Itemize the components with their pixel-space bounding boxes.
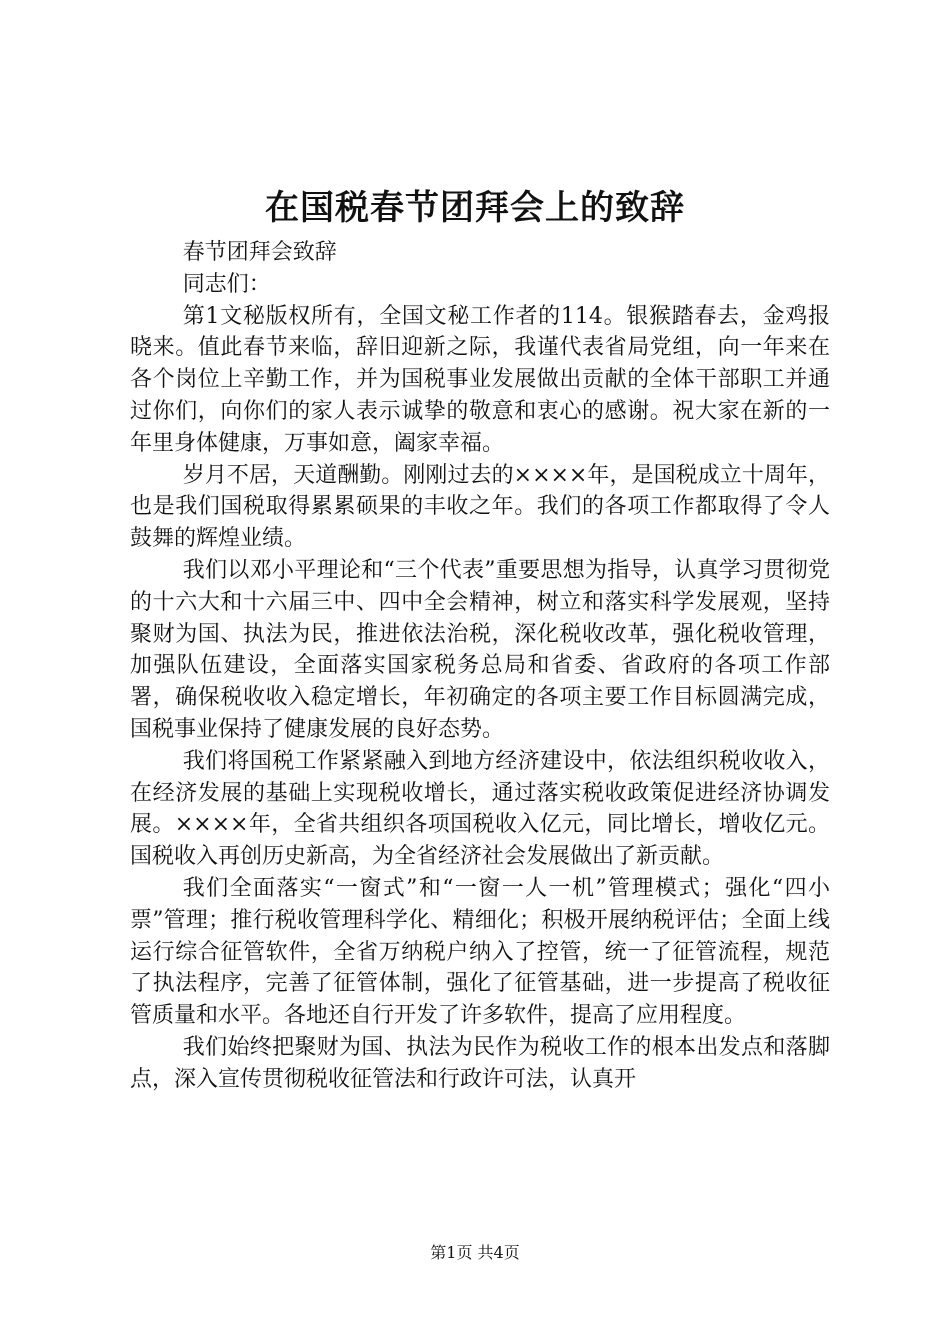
paragraph: 我们将国税工作紧紧融入到地方经济建设中，依法组织税收收入，在经济发展的基础上实现税收增长，通过落实税收政策促进经济协调发展。××××年，全省共组织各项国税收入亿元，同比增长，增收亿元。国税收入再创历史新高，为全省经济社会发展做出了新贡献。 [130,748,830,870]
paragraph-salutation: 同志们： [182,271,271,297]
paragraph: 岁月不居，天道酬勤。刚刚过去的××××年，是国税成立十周年，也是我们国税取得累累硕果的丰收之年。我们的各项工作都取得了令人鼓舞的辉煌业绩。 [130,462,830,552]
paragraph: 我们始终把聚财为国、执法为民作为税收工作的根本出发点和落脚点，深入宣传贯彻税收征管法和行政许可法，认真开 [130,1034,830,1092]
document-title: 在国税春节团拜会上的致辞 [265,188,685,228]
page-number-footer: 第1页 共4页 [430,1243,520,1262]
paragraph-greeting-title: 春节团拜会致辞 [182,240,337,265]
paragraph: 我们全面落实“一窗式”和“一窗一人一机”管理模式；强化“四小票”管理；推行税收管理科学化、精细化；积极开展纳税评估；全面上线运行综合征管软件，全省万纳税户纳入了控管，统一了征管流程，规范了执法程序，完善了征管体制，强化了征管基础，进一步提高了税收征管质量和水平。各地还自行开发了许多软件，提高了应用程度。 [130,875,830,1029]
paragraph: 我们以邓小平理论和“三个代表”重要思想为指导，认真学习贯彻党的十六大和十六届三中、四中全会精神，树立和落实科学发展观，坚持聚财为国、执法为民，推进依法治税，深化税收改革，强化税收管理，加强队伍建设，全面落实国家税务总局和省委、省政府的各项工作部署，确保税收收入稳定增长，年初确定的各项主要工作目标圆满完成，国税事业保持了健康发展的良好态势。 [130,557,830,742]
document-body [130,237,830,1096]
paragraph: 第1文秘版权所有，全国文秘工作者的114。银猴踏春去，金鸡报晓来。值此春节来临，辞旧迎新之际，我谨代表省局党组，向一年来在各个岗位上辛勤工作，并为国税事业发展做出贡献的全体干部职工并通过你们，向你们的家人表示诚挚的敬意和衷心的感谢。祝大家在新的一年里身体健康，万事如意，阖家幸福。 [130,303,830,456]
